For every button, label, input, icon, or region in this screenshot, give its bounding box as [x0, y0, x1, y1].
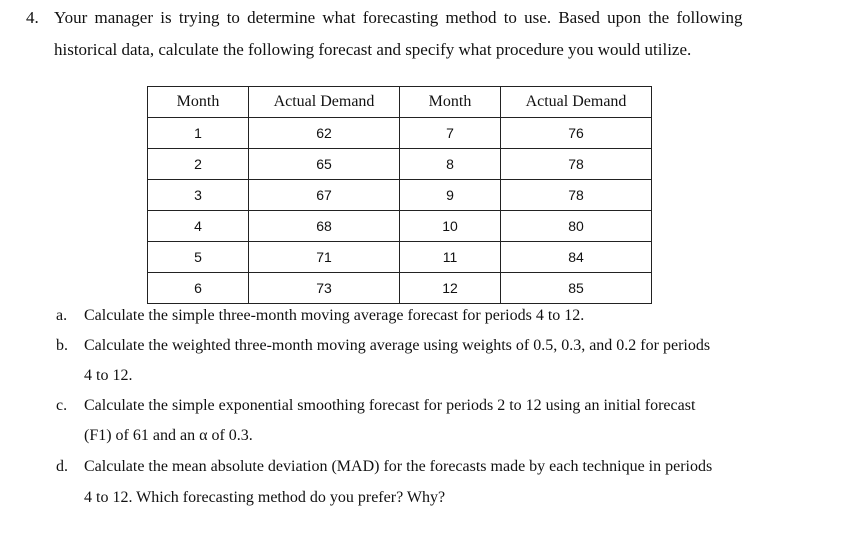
table-row [148, 180, 652, 211]
part-a-text: Calculate the simple three-month moving average forecast for periods 4 to 12. [84, 307, 585, 324]
header-demand-1: Actual Demand [249, 87, 400, 118]
demand-cell: 78 [501, 149, 652, 180]
header-demand-2: Actual Demand [501, 87, 652, 118]
part-a-label: a. [56, 307, 68, 324]
month-cell: 10 [400, 211, 501, 242]
demand-cell: 76 [501, 118, 652, 149]
month-cell: 2 [148, 149, 249, 180]
demand-cell: 71 [249, 242, 400, 273]
question-number: 4. [26, 8, 39, 27]
table-row [148, 118, 652, 149]
table-row [148, 242, 652, 273]
part-d-text-line-1: Calculate the mean absolute deviation (MAD) for the forecasts made by each technique in periods [84, 458, 713, 475]
demand-table [147, 86, 652, 304]
demand-cell: 67 [249, 180, 400, 211]
demand-cell: 80 [501, 211, 652, 242]
question-text-line-1: Your manager is trying to determine what forecasting method to use. Based upon the following [54, 8, 743, 27]
table-row [148, 149, 652, 180]
header-month-1: Month [148, 87, 249, 118]
part-d-label: d. [56, 458, 68, 475]
month-cell: 11 [400, 242, 501, 273]
demand-cell: 78 [501, 180, 652, 211]
part-d-text-line-2: 4 to 12. Which forecasting method do you prefer? Why? [84, 489, 446, 506]
demand-cell: 84 [501, 242, 652, 273]
month-cell: 7 [400, 118, 501, 149]
month-cell: 3 [148, 180, 249, 211]
part-b-label: b. [56, 337, 68, 354]
header-month-2: Month [400, 87, 501, 118]
month-cell: 6 [148, 273, 249, 304]
question-text-line-2: historical data, calculate the following forecast and specify what procedure you would utilize. [54, 40, 692, 59]
month-cell: 12 [400, 273, 501, 304]
part-c-text-line-2: (F1) of 61 and an α of 0.3. [84, 427, 253, 444]
table-row [148, 211, 652, 242]
demand-cell: 62 [249, 118, 400, 149]
part-c-label: c. [56, 397, 68, 414]
demand-cell: 73 [249, 273, 400, 304]
part-b-text-line-2: 4 to 12. [84, 367, 133, 384]
part-c-text-line-1: Calculate the simple exponential smoothing forecast for periods 2 to 12 using an initial forecast [84, 397, 696, 414]
demand-cell: 85 [501, 273, 652, 304]
part-b-text-line-1: Calculate the weighted three-month moving average using weights of 0.5, 0.3, and 0.2 for periods [84, 337, 711, 354]
month-cell: 4 [148, 211, 249, 242]
month-cell: 8 [400, 149, 501, 180]
month-cell: 9 [400, 180, 501, 211]
month-cell: 5 [148, 242, 249, 273]
demand-cell: 65 [249, 149, 400, 180]
table-row [148, 273, 652, 304]
demand-cell: 68 [249, 211, 400, 242]
table-header-row [148, 87, 652, 118]
month-cell: 1 [148, 118, 249, 149]
